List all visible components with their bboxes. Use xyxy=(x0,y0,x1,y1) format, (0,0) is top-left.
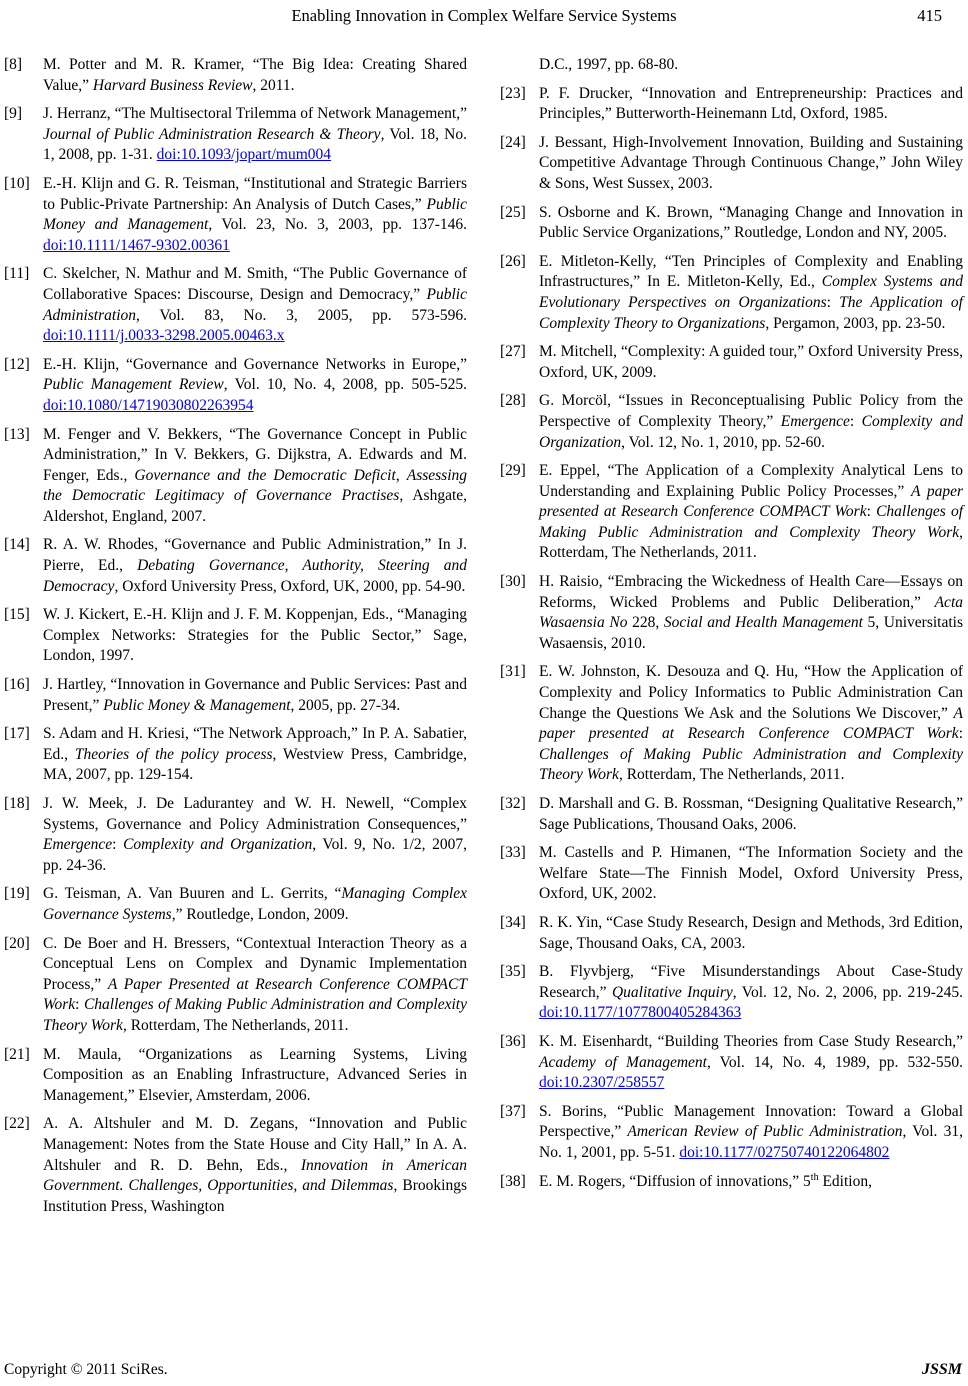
reference-item xyxy=(4,425,467,528)
reference-item xyxy=(4,724,467,786)
reference-text: , Vol. 18, No. 1, 2008, pp. 1-31. xyxy=(43,125,467,164)
references-column-right xyxy=(500,55,963,1225)
reference-item xyxy=(4,675,467,716)
page-footer xyxy=(4,1361,964,1379)
reference-text-italic: Debating Governance, Authority, Steering and Democracy xyxy=(43,557,468,595)
reference-item xyxy=(500,572,963,654)
reference-number: [15] xyxy=(4,606,30,624)
reference-number: [23] xyxy=(500,84,526,102)
reference-text: J. Hartley, “Innovation in Governance and Public Services: Past and Present,” xyxy=(43,676,467,714)
reference-item xyxy=(4,55,467,96)
reference-item xyxy=(500,962,963,1024)
reference-text-italic: Challenges of Making Public Administration and Complexity Theory Work xyxy=(539,745,963,784)
reference-text: , Vol. 23, No. 3, 2003, pp. 137-146. xyxy=(208,216,468,234)
reference-item xyxy=(500,391,963,453)
doi-link[interactable]: doi:10.1111/1467-9302.00361 xyxy=(43,236,230,254)
reference-text-italic: Theories of the policy process xyxy=(74,745,273,763)
reference-text: K. M. Eisenhardt, “Building Theories from Case Study Research,” xyxy=(539,1032,963,1050)
reference-text: E. Eppel, “The Application of a Complexity Analytical Lens to Understanding and Explaining Public Policy Processes,” xyxy=(539,462,963,500)
reference-number: [20] xyxy=(4,934,30,952)
reference-text: C. De Boer and H. Bressers, “Contextual Interaction Theory as a Conceptual Lens on Complex and Dynamic Implementation Process,” xyxy=(43,934,467,993)
reference-text: , Vol. 12, No. 1, 2010, pp. 52-60. xyxy=(621,433,826,451)
reference-number: [38] xyxy=(500,1172,526,1190)
doi-link[interactable]: doi:10.1177/02750740122064802 xyxy=(679,1143,890,1161)
reference-text: , Rotterdam, The Netherlands, 2011. xyxy=(539,523,963,562)
reference-text: A. A. Altshuler and M. D. Zegans, “Innovation and Public Management: Notes from the State House and City Hall,” In A. A. Altshuler and R. D. Behn, Eds., xyxy=(43,1115,467,1174)
reference-item xyxy=(4,174,467,256)
reference-number: [36] xyxy=(500,1032,526,1050)
reference-item xyxy=(4,605,467,667)
reference-text: , Ashgate, Aldershot, England, 2007. xyxy=(43,487,468,525)
reference-number: [37] xyxy=(500,1102,526,1120)
reference-number: [8] xyxy=(4,56,23,73)
reference-number: [12] xyxy=(4,355,30,373)
reference-number: [30] xyxy=(500,573,526,591)
reference-text: , Brookings Institution Press, Washington xyxy=(43,1177,467,1215)
reference-text-italic: Managing Complex Governance Systems xyxy=(43,885,467,923)
reference-number: [19] xyxy=(4,885,30,903)
reference-item xyxy=(500,1102,963,1164)
reference-text: E. W. Johnston, K. Desouza and Q. Hu, “How the Application of Complexity and Policy Informatics to Public Administration Can Change the Questions We Ask and the Solutions We Discover,” xyxy=(539,663,963,722)
reference-text: J. Herranz, “The Multisectoral Trilemma of Network Management,” xyxy=(43,105,467,123)
doi-link[interactable]: doi:10.1093/jopart/mum004 xyxy=(156,146,332,164)
reference-number: [18] xyxy=(4,795,30,812)
reference-text-italic: Innovation in American Government. Challenges, Opportunities, and Dilemmas xyxy=(43,1156,467,1195)
reference-text-italic: A paper presented at Research Conference COMPACT Work xyxy=(539,704,963,743)
reference-text: 5, Universitatis Wasaensis, 2010. xyxy=(539,614,963,652)
reference-text-italic: Emergence xyxy=(43,836,113,854)
reference-text-italic: The Application of Complexity Theory to Organizations xyxy=(539,293,963,332)
reference-text-italic: Journal of Public Administration Research & Theory xyxy=(43,125,381,143)
reference-item xyxy=(500,342,963,383)
reference-text: J. W. Meek, J. De Ladurantey and W. H. Newell, “Complex Systems, Governance and Policy Administration Consequences,” xyxy=(43,795,467,833)
reference-item xyxy=(500,84,963,125)
reference-text-italic: Complex Systems and Evolutionary Perspectives on Organizations xyxy=(539,273,963,311)
copyright-notice: Copyright © 2011 SciRes. xyxy=(4,1361,168,1378)
reference-text: W. J. Kickert, E.-H. Klijn and J. F. M. Koppenjan, Eds., “Managing Complex Networks: Strategies for the Public Sector,” Sage, London, 1997. xyxy=(43,606,467,665)
reference-item xyxy=(4,1114,467,1217)
reference-text-italic: Public Money and Management xyxy=(43,195,467,234)
reference-text: S. Borins, “Public Management Innovation: Toward a Global Perspective,” xyxy=(539,1102,963,1141)
reference-text: C. Skelcher, N. Mathur and M. Smith, “The Public Governance of Collaborative Spaces: Discourse, Design and Democracy,” xyxy=(43,265,467,303)
reference-text: , Vol. 10, No. 4, 2008, pp. 505-525. xyxy=(223,376,467,394)
reference-text: R. A. W. Rhodes, “Governance and Public Administration,” In J. Pierre, Ed., xyxy=(43,536,467,575)
reference-text: E. Mitleton-Kelly, “Ten Principles of Complexity and Enabling Infrastructures,” In E. Mitleton-Kelly, Ed., xyxy=(539,252,963,291)
reference-text-italic: Academy of Management xyxy=(539,1053,707,1071)
reference-text: : xyxy=(866,503,877,521)
reference-text: S. Osborne and K. Brown, “Managing Change and Innovation in Public Service Organizations,” Routledge, London and NY, 2005. xyxy=(539,203,963,242)
doi-link[interactable]: doi:10.1111/j.0033-3298.2005.00463.x xyxy=(43,327,285,345)
reference-item xyxy=(500,1172,963,1193)
reference-text-italic: Public Management Review xyxy=(43,376,224,394)
references-column-left xyxy=(4,55,467,1225)
reference-text: P. F. Drucker, “Innovation and Entrepreneurship: Practices and Principles,” Butterworth-Heinemann Ltd, Oxford, 1985. xyxy=(539,84,963,123)
reference-text: , Vol. 9, No. 1/2, 2007, pp. 24-36. xyxy=(43,836,467,874)
reference-number: [14] xyxy=(4,536,30,554)
reference-text: H. Raisio, “Embracing the Wickedness of Health Care—Essays on Reforms, Wicked Problems and Public Deliberation,” xyxy=(539,573,963,611)
reference-text: , Rotterdam, The Netherlands, 2011. xyxy=(618,766,845,784)
reference-text-italic: Governance and the Democratic Deficit xyxy=(134,466,396,484)
reference-item xyxy=(4,535,467,597)
reference-item xyxy=(4,884,467,925)
reference-number: [27] xyxy=(500,343,526,361)
superscript-text: th xyxy=(810,1171,819,1183)
reference-item xyxy=(4,104,467,166)
reference-text: , Vol. 12, No. 2, 2006, pp. 219-245. xyxy=(732,983,963,1001)
reference-item xyxy=(500,203,963,244)
reference-text-italic: Social and Health Management xyxy=(663,614,863,632)
reference-text: , Oxford University Press, Oxford, UK, 2000, pp. 54-90. xyxy=(114,577,466,595)
reference-text: : xyxy=(75,996,84,1014)
reference-number: [13] xyxy=(4,425,30,443)
reference-item xyxy=(4,264,467,346)
reference-text-italic: Challenges of Making Public Administration and Complexity Theory Work xyxy=(43,996,467,1034)
reference-item xyxy=(500,133,963,195)
reference-item xyxy=(4,794,467,876)
reference-number: [35] xyxy=(500,963,526,981)
reference-text-italic: Public Money & Management xyxy=(103,696,291,714)
reference-item xyxy=(500,913,963,954)
reference-text-italic: Challenges of Making Public Administration and Complexity Theory Work xyxy=(539,503,963,541)
reference-text: , Westview Press, Cambridge, MA, 2007, pp. 129-154. xyxy=(43,745,467,784)
journal-abbreviation: JSSM xyxy=(921,1361,962,1378)
reference-text: , Pergamon, 2003, pp. 23-50. xyxy=(765,314,946,332)
reference-text: ,” Routledge, London, 2009. xyxy=(171,905,349,923)
reference-text: Edition, xyxy=(818,1172,872,1190)
reference-text-italic: Complexity and Organization xyxy=(539,412,963,451)
reference-item xyxy=(500,461,963,564)
reference-item xyxy=(500,1032,963,1094)
references-section xyxy=(4,55,964,1225)
reference-item xyxy=(4,934,467,1037)
reference-number: [29] xyxy=(500,462,526,480)
reference-text-italic: Acta Wasaensia No xyxy=(539,593,963,632)
running-title: Enabling Innovation in Complex Welfare Service Systems xyxy=(291,6,677,25)
reference-text: D. Marshall and G. B. Rossman, “Designing Qualitative Research,” Sage Publications, Thousand Oaks, 2006. xyxy=(539,795,963,833)
reference-text: E. M. Rogers, “Diffusion of innovations,” 5 xyxy=(539,1172,811,1190)
reference-text: : xyxy=(958,725,963,743)
reference-item xyxy=(500,252,963,334)
reference-text-italic: Complexity and Organization xyxy=(123,836,313,854)
reference-number: [28] xyxy=(500,392,526,410)
doi-link[interactable]: doi:10.1177/1077800405284363 xyxy=(539,1004,742,1022)
reference-text: S. Adam and H. Kriesi, “The Network Approach,” In P. A. Sabatier, Ed., xyxy=(43,725,467,763)
reference-item xyxy=(500,794,963,835)
reference-number: [25] xyxy=(500,203,526,221)
reference-text: D.C., 1997, pp. 68-80. xyxy=(539,56,679,73)
reference-text: M. Mitchell, “Complexity: A guided tour,” Oxford University Press, Oxford, UK, 2009. xyxy=(539,343,963,381)
reference-number: [26] xyxy=(500,252,526,270)
reference-text-italic: Public Administration xyxy=(43,285,467,324)
reference-text-italic: Qualitative Inquiry xyxy=(611,983,733,1001)
reference-text: , 2005, pp. 27-34. xyxy=(290,696,401,714)
reference-text: J. Bessant, High-Involvement Innovation, Building and Sustaining Competitive Advantage Through Continuous Change,” John Wiley & Sons, West Sussex, 2003. xyxy=(539,133,963,192)
reference-number: [9] xyxy=(4,105,23,123)
reference-text: , 2011. xyxy=(252,76,295,94)
page-header xyxy=(0,5,968,27)
doi-link[interactable]: doi:10.1080/14719030802263954 xyxy=(43,396,254,414)
reference-text: , Vol. 31, No. 1, 2001, pp. 5-51. xyxy=(539,1123,963,1161)
reference-number: [31] xyxy=(500,663,526,681)
reference-text-italic: American Review of Public Administration xyxy=(627,1123,903,1141)
reference-number: [32] xyxy=(500,795,526,812)
reference-item xyxy=(4,1045,467,1107)
reference-text: M. Potter and M. R. Kramer, “The Big Idea: Creating Shared Value,” xyxy=(43,56,467,94)
reference-item xyxy=(4,355,467,417)
reference-text: R. K. Yin, “Case Study Research, Design and Methods, 3rd Edition, Sage, Thousand Oaks, CA, 2003. xyxy=(539,913,963,952)
reference-text: E.-H. Klijn, “Governance and Governance Networks in Europe,” xyxy=(43,355,467,373)
reference-number: [17] xyxy=(4,725,30,743)
reference-number: [22] xyxy=(4,1115,30,1133)
reference-text: , Vol. 83, No. 3, 2005, pp. 573-596. xyxy=(136,306,467,324)
reference-item xyxy=(500,662,963,786)
reference-text: : xyxy=(112,836,124,854)
page-number: 415 xyxy=(917,6,942,25)
reference-text: M. Fenger and V. Bekkers, “The Governance Concept in Public Administration,” In V. Bekkers, G. Dijkstra, A. Edwards and M. Fenger, Eds., xyxy=(43,425,467,484)
reference-text: M. Castells and P. Himanen, “The Information Society and the Welfare State—The Finnish Model, Oxford University Press, Oxford, UK, 2002. xyxy=(539,844,963,903)
reference-text: G. Morcöl, “Issues in Reconceptualising Public Policy from the Perspective of Complexity Theory,” xyxy=(539,392,963,430)
reference-number: [34] xyxy=(500,913,526,931)
reference-text-italic: Emergence xyxy=(780,412,850,430)
reference-text: M. Maula, “Organizations as Learning Systems, Living Composition as an Enabling Infrastructure, Advanced Series in Management,” Elsevier, Amsterdam, 2006. xyxy=(43,1045,467,1104)
reference-continuation xyxy=(500,55,963,76)
reference-item xyxy=(500,843,963,905)
reference-text: E.-H. Klijn and G. R. Teisman, “Institutional and Strategic Barriers to Public-Private Partnership: An Analysis of Dutch Cases,” xyxy=(43,174,467,213)
doi-link[interactable]: doi:10.2307/258557 xyxy=(539,1074,665,1092)
reference-text: : xyxy=(849,412,862,430)
reference-number: [21] xyxy=(4,1045,30,1063)
reference-text: B. Flyvbjerg, “Five Misunderstandings About Case-Study Research,” xyxy=(539,963,963,1001)
reference-text-italic: A Paper Presented at Research Conference COMPACT Work xyxy=(43,975,467,1014)
reference-number: [33] xyxy=(500,844,526,862)
reference-text: : xyxy=(826,293,840,311)
reference-number: [24] xyxy=(500,133,526,151)
reference-text: G. Teisman, A. Van Buuren and L. Gerrits, “ xyxy=(43,885,342,903)
reference-text-italic: Harvard Business Review xyxy=(92,76,253,94)
reference-text-italic: Assessing the Democratic Legitimacy of Governance Practises xyxy=(43,466,468,505)
reference-text: , Vol. 14, No. 4, 1989, pp. 532-550. xyxy=(706,1053,964,1071)
reference-text: , xyxy=(395,466,407,484)
reference-text: 228, xyxy=(627,614,664,632)
reference-text-italic: A paper presented at Research Conference COMPACT Work xyxy=(539,482,963,521)
reference-number: [11] xyxy=(4,265,30,283)
reference-number: [16] xyxy=(4,676,30,694)
reference-number: [10] xyxy=(4,174,30,192)
reference-text: , Rotterdam, The Netherlands, 2011. xyxy=(122,1016,349,1034)
